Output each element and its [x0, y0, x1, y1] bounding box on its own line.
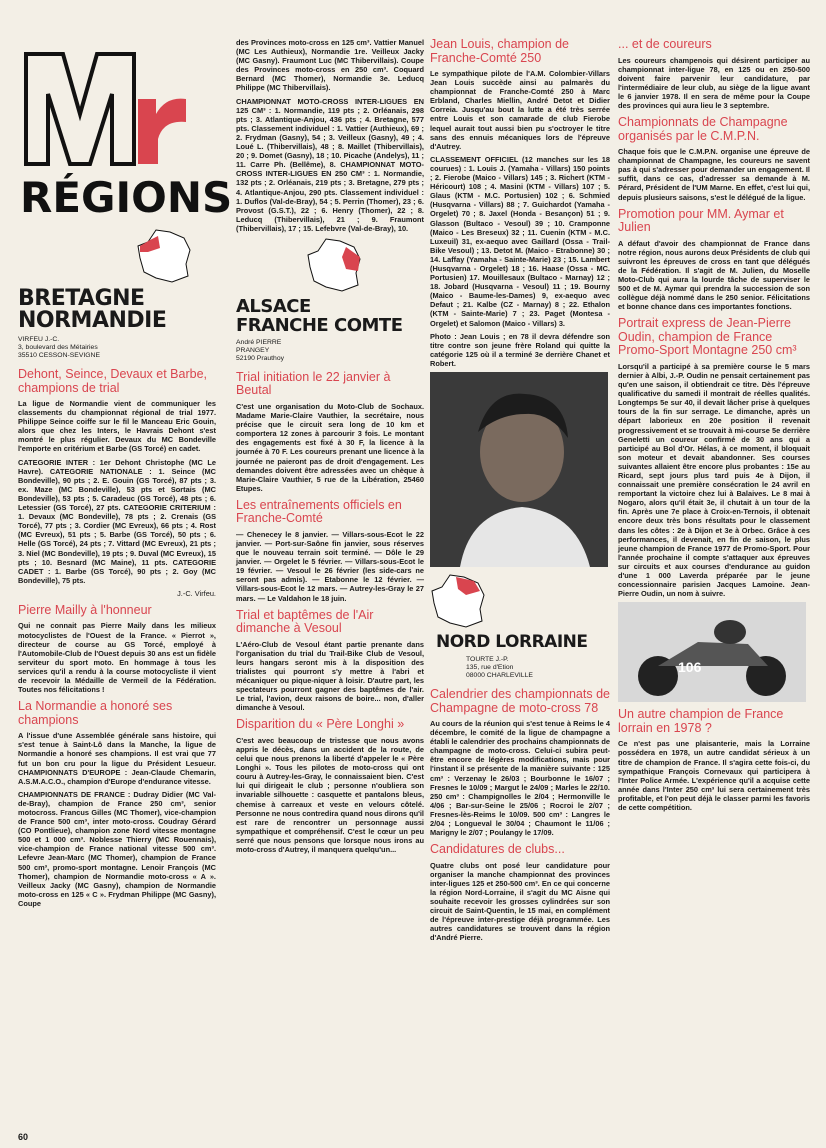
article-signature: J.-C. Virfeu. [177, 588, 216, 598]
article-headline: Pierre Mailly à l'honneur [18, 602, 152, 617]
article-paragraph: C'est avec beaucoup de tristesse que nous avons appris le décès, dans un accident de la route, de celui que nous prenons la liberté d'appeler le « Père Longhi ». Tous les pilotes de moto-cross qui ont couru à Autrey-les-Gray, le connaissaient bien. C'est lui qui dirigeait le club ; personne n'oubliera son invariable silhouette : casquette et pantalons bleus, chemise à carreaux et veste en velours côtelé. Personne ne nous contredira quand nous dirons qu'il est rare de rencontrer un personnage aussi sympathique et compréhensif. C'est le cœur un peu serré que nous pensons que lorsque nous irons au moto-cross d'Autrey, il manquera quelqu'un... [236, 735, 424, 855]
article-paragraph: Le sympathique pilote de l'A.M. Colombier-Villars Jean Louis succède ainsi au palmarès du championnat de Franche-Comté 250 à Marc Erbland, Charles Miellin, André Detot et Didier Correia. Jusqu'au bout la lutte a été très serrée entre Louis et son camarade de club Fierobe lequel aurait tout aussi bien pu s'octroyer le titre sans des ennuis mécaniques lors de l'épreuve d'Autrey. [430, 69, 610, 151]
article-headline: Les entraînements officiels en Franche-Comté [236, 497, 402, 526]
column-2 [236, 38, 424, 1134]
article-paragraph: des Provinces moto-cross en 125 cm³. Vattier Manuel (MC Les Authieux), Normandie 1re. Veilleux Jacky (MC Gasny). Fraumont Luc (MC Thibervillais). Coupe des Provinces moto-cross en 250 cm³. Coquard Bernard (MC Thomer), Normandie 3e. Leducq Philippe (MC Thibervillais). [236, 38, 424, 93]
page-number: 60 [18, 1132, 29, 1142]
article-paragraph: Au cours de la réunion qui s'est tenue à Reims le 4 décembre, le comité de la ligue de champagne a établi le calendrier des prochains championnats de champagne de moto-cross. Celui-ci subira peut-être encore de légères modifications, mais pour l'instant il se présente de la manière suivante : 125 cm³ : Verzenay le 26/03 ; Bourbonne le 16/07 ; Fresnes le 10/09 ; Margut le 24/09 ; Marles le 22/10. 250 cm³ : Champignolles le 2/04 ; Hermonville le 4/06 ; Bar-sur-Seine le 25/06 ; Rocroi le 2/07 ; Fresnes-lès-Reims le 10/09. 500 cm³ : Langres le 2/04 ; Longueval le 30/04 ; Chaumont le 11/06 ; Marigny le 2/07 ; Poulangy le 17/09. [430, 719, 610, 838]
article-headline: Trial initiation le 22 janvier à Beutal [236, 369, 391, 398]
article-paragraph: CATEGORIE INTER : 1er Dehont Christophe (MC Le Havre). CATEGORIE NATIONALE : 1. Seince (MC Bondeville), 90 pts ; 2. E. Gouin (GS Torcé), 87 pts ; 3. ex. Maze (MC Bondeville), 53 pts et Sortais (MC Bondeville), 53 pts ; 5. Caradeuc (GS Torcé), 48 pts ; 6. Letessier (GS Torcé), 27 pts. CATEGORIE CRITERIUM : 1. Devaux (MC Bondeville), 78 pts ; 2. Crenais (GS Torcé), 77 pts ; 3. Cordier (MC Evreux), 66 pts ; 4. Rost (MC Evreux), 51 pts ; 5. Barbe (GS Torcé), 50 pts ; 6. Helle (GS Torcé), 24 pts ; 7. Vittard (MC Evreux), 21 pts ; 3. Niel (MC Bondeville), 19 pts ; 9. Duval (MC Evreux), 15 pts ; 10. Besnard (MC Maine), 11 pts. CATEGORIE CADET : 1. Barbe (GS Torcé), 90 pts ; 2. Goy (MC Bondeville), 75 pts. [18, 457, 216, 585]
article-paragraph: Ce n'est pas une plaisanterie, mais la Lorraine possédera en 1978, un autre candidat sérieux à un titre de champion de France. Il s'agira cette fois-ci, du sympathique François Cornevaux qui participera à l'Inter Police Armée. L'expérience qu'il a acquise cette année dans l'Inter 250 cm³ lui sera certainement très profitable, et l'on peut déjà le classer parmi les favoris de cette compétition. [618, 739, 810, 812]
article-headline: Calendrier des championnats de Champagne de moto-cross 78 [430, 687, 610, 715]
address-line: 52190 Prauthoy [236, 354, 284, 362]
column-1 [18, 38, 233, 1134]
article-headline: Promotion pour MM. Aymar et Julien [618, 206, 784, 235]
region-address [466, 656, 610, 680]
article-paragraph: Chaque fois que le C.M.P.N. organise une épreuve de championnat de Champagne, les coureurs ne savent pas à qui s'adresser pour demander un engagement. Il suffit, dans ce cas, d'adresser sa demande à M. Pérard, Président de l'UM Marne. En effet, c'est lui qui, depuis plusieurs saisons, s'est le délégué de la ligue. [618, 147, 810, 202]
address-line: André PIERRE [236, 338, 282, 346]
article-headline: Jean Louis, champion de Franche-Comté 250 [430, 37, 569, 65]
article-paragraph: Les coureurs champenois qui désirent participer au championnat inter-ligue 78, en 125 ou en 250-500 doivent faire parvenir leur candidature, par l'intermédiaire de leur club, au siège de la ligue avant le 6 janvier 1978. Il en sera de même pour la Coupe des provinces qui aura lieu le 3 septembre. [618, 55, 810, 110]
article-headline: Candidatures de clubs... [430, 842, 565, 857]
address-line: 135, rue d'Etion [466, 664, 514, 671]
address-line: 3, boulevard des Métairies [18, 344, 98, 351]
column-3 [430, 38, 610, 1134]
region-title-nord-lorraine: NORD LORRAINE [436, 632, 588, 652]
regions-logo [18, 44, 233, 224]
france-map-icon [306, 237, 366, 293]
address-line: 08000 CHARLEVILLE [466, 672, 533, 679]
article-headline: Portrait express de Jean-Pierre Oudin, champion de France Promo-Sport Montagne 250 cm³ [618, 316, 797, 358]
article-paragraph: C'est une organisation du Moto-Club de Sochaux. Madame Marie-Claire Vauthier, la secrétaire, nous précise que le circuit sera long de 10 km et comportera 12 zones à parcourir 3 fois. Le montant des engagements est fixé à 30 F, la licence à la journée à 70 F. Les coureurs prenant une licence à la journée ne paieront pas de droit d'engagement. Les demandes doivent être adressées avec un chèque à Marie-Claire Vauthier, 5 rue de la Libération, 25460 Etupes. [236, 401, 424, 493]
region-title-normandie: NORMANDIE [18, 308, 167, 333]
address-line: 35510 CESSON-SEVIGNE [18, 352, 100, 359]
article-headline: Championnats de Champagne organisés par le C.M.P.N. [618, 115, 788, 143]
article-paragraph: L'Aéro-Club de Vesoul étant partie prenante dans l'organisation du trial du Trail-Bike Club de Vesoul, leurs hangars seront mis à la disposition des trialistes qui pourront s'y mettre à l'abri et mécaniquer ou pique-niquer à loisir. D'autre part, les spectateurs pourront gagner des baptêmes de l'air. Le trial, l'avion, deux raisons de boire... non, d'aller dimanche à Vesoul. [236, 639, 424, 713]
motorcycle-race-photo [618, 602, 806, 702]
region-address [18, 336, 216, 360]
region-title-alsace: ALSACE [236, 295, 311, 317]
article-paragraph: Quatre clubs ont posé leur candidature pour organiser la manche championnat des provinces inter-ligues 125 et 250-500 cm³. En ce qui concerne la région Nord-Lorraine, il s'agit du MC Aisne qui souhaite recevoir les grosses cylindrées sur son circuit de Saint-Quentin, le 15 mai, en complément de l'épreuve inter-prestige déjà programmée. Les autres candidatures se trouvent dans la région d'André Pierre. [430, 860, 610, 943]
article-headline: La Normandie a honoré ses champions [18, 699, 173, 727]
article-paragraph: Photo : Jean Louis ; en 78 il devra défendre son titre contre son jeune frère Roland qui quitte la catégorie 125 où il a terminé 3e derrière Chanet et Robert. [430, 331, 610, 368]
address-line: VIRFEU J.-C. [18, 336, 60, 343]
regions-wordmark: RÉGIONS [20, 173, 233, 222]
region-address [236, 339, 424, 363]
address-line: PRANGEY [236, 346, 270, 354]
region-title-bretagne: BRETAGNE [18, 286, 145, 311]
article-paragraph: Lorsqu'il a participé à sa première course le 5 mars dernier à Albi, J.-P. Oudin ne pensait certainement pas qu'en une saison, il obtiendrait ce titre. Dès l'épreuve qualificative du samedi il montrait de réelles qualités. Longtemps 5e sur 40, il devait lâcher prise à quelques tours de la fin sur serrage. Le dimanche, après un départ laborieux en 20e position il revenait progressivement et se trouvait à mi-course 5e derrière Geneletti un coureur confirmé de 30 ans qui a participé au Bol d'Or. Hélas, à ce moment, il bloquait son moteur et devait abandonner. Ses courses suivantes allaient être encore plus probantes : 15e au Ricard, sept jours plus tard puis 4e à Dijon, il connaissait une première consécration le 24 avril en remportant la victoire chez lui à Balaives. Le 8 mai à Nogaro, alors qu'il était 3e, il chutait à un tour de la fin. Après une 7e place à Croix-en-Ternois, il obtenait encore deux très bons résultats pour le classement dans les côtes : 2e à Dijon et 3e à Orbec. Grâce à ces performances, il devenait, en fin de saison, le plus jeune champion de France 1977 de Promo-Sport. Pour l'année prochaine il compte s'attaquer aux épreuves sur circuits et aux courses d'endurance au guidon d'une 1 000 Laverda préparée par le jeune concessionnaire parisien Jacques Lamoine. Jean-Pierre Oudin, un nom à suivre. [618, 361, 810, 599]
article-paragraph: CHAMPIONNAT MOTO-CROSS INTER-LIGUES EN 125 CM³ : 1. Normandie, 119 pts ; 2. Orléanais, 298 pts ; 3. Atlantique-Anjou, 436 pts ; 4. Bretagne, 577 pts. Classement individuel : 1. Vattier (Authieux), 69 ; 2. Frydman (Gasny), 54 ; 3. Veilleux (Gasny), 49 ; 4. Loué L. (Thibervillais), 48 ; 8. Maillet (Thibervillais), 20 ; 9. Domet (Gasny), 18 ; 10. Picache (Andelys), 11 ; 11. Carre Ph. (Bellême), 8. CHAMPIONNAT MOTO-CROSS INTER-LIGUES EN 250 CM³ : 1. Normandie, 132 pts ; 2. Orléanais, 219 pts ; 3. Bretagne, 279 pts ; 4. Atlantique-Anjou, 290 pts. Classement individuel : 1. Duflos (Val-de-Bray), 54 ; 5. Perrin (Thomer), 23 ; 6. Provost (G.S.T.), 22 ; 6. Henry (Thomer), 22 ; 8. Leducq (Thibervillais), 21 ; 9. Fraumont (Thibervillais), 17 ; 15. Lefebvre (Val-de-Bray), 10. [236, 96, 424, 233]
mr-logo-icon [18, 44, 233, 224]
region-title-franche-comte: FRANCHE COMTE [236, 314, 403, 336]
article-paragraph: Qui ne connait pas Pierre Maily dans les milieux motocyclistes de l'Ouest de la France. « Pierrot », directeur de course au GS Torcé, employé à l'Automobile-Club de l'Ouest depuis 30 ans est un fidèle serviteur du sport moto. En hommage à tous les services qu'il a rendu à la course motocycliste il vient de recevoir la Médaille de Vermeil de la Fédération. Toutes nos félicitations ! [18, 621, 216, 695]
article-paragraph: — Chenecey le 8 janvier. — Villars-sous-Ecot le 22 janvier. — Port-sur-Saône fin janvier, sous réserves que le nouveau terrain soit terminé. — Dôle le 29 janvier. — Orgelet le 5 février. — Villars-sous-Ecot le 19 février. — Vesoul le 26 février (les side-cars ne seront pas admis). — Etabonne le 12 février. — Villars-sous-Ecot le 12 mars. — Autrey-les-Gray le 27 mars. — Le Valdahon le 18 juin. [236, 529, 424, 603]
article-paragraph: A défaut d'avoir des championnat de France dans notre région, nous aurons deux Présidents de club qui suivront les épreuves de cross en tant que délégués de la Fédération. Il s'agit de M. Julien, du Moselle Moto-Club qui aura la lourde tâche de superviser le 500 et de M. Aymar qui prendra la succession de son collègue déjà nommé dans le 250 senior. Félicitations et bonne chance dans ces importantes fonctions. [618, 238, 810, 312]
address-line: TOURTE J.-P. [466, 656, 509, 663]
article-headline: Disparition du « Père Longhi » [236, 717, 405, 732]
france-map-icon [136, 228, 196, 284]
article-paragraph: A l'issue d'une Assemblée générale sans histoire, qui s'est tenue à Saint-Lô dans la Manche, la ligue de Normandie a honoré ses champions. Il est vrai que 77 fut un bon cru pour la ligue du Président Lesueur. CHAMPIONNATS D'EUROPE : Jean-Claude Chemarin, A.S.M.A.C.O., champion d'Europe d'endurance vitesse. [18, 731, 216, 786]
article-headline: Dehont, Seince, Devaux et Barbe, champions de trial [18, 367, 208, 395]
column-4 [618, 38, 810, 1134]
france-map-icon [430, 573, 490, 629]
article-headline: Un autre champion de France lorrain en 1978 ? [618, 707, 784, 735]
race-number: 106 [678, 659, 702, 676]
article-headline: ... et de coureurs [618, 37, 712, 51]
article-paragraph: La ligue de Normandie vient de communiquer les classements du championnat régional de trial 1977. Philippe Seince coiffe sur le fil le Manceau Eric Gouin, alors que chez les Inters, le Havrais Dehont s'est montré le plus régulier. Devaux du MC Bondeville l'emporte en critérium et Barbe (GS Torcé) en cadet. [18, 399, 216, 454]
rider-portrait-photo [430, 372, 608, 567]
article-paragraph: CLASSEMENT OFFICIEL (12 manches sur les 18 courues) : 1. Louis J. (Yamaha - Villars) 150 points ; 2. Fierobe (Maico - Villars) 145 ; 3. Richert (KTM - Héricourt) 108 ; 4. Masini (KTM - Villars) 107 ; 5. Glaus (KTM - M.C. Portusien) 102 ; 6. Schmied (Husqvarna - Villars) 88 ; 7. Guichardot (Yamaha - Orgelet) 70 ; 8. Jaxel (Honda - Besançon) 51 ; 9. Glasson (Bultaco - Vesoul) 39 ; 10. Cramponne (Maico - Les Breseux) 32 ; 11. Cuenin (KTM - M.C. Luxeuil) 31, ex-aequo avec Gaillard (Ossa - Trail-Bike Vesoul) ; 13. Detot M. (Maico - Etrabonne) 30 ; 14. Laffay (Yamaha - Sainte-Marie) 23 ; 15. Lambert (Husqvarna - Orgelet) 18 ; 16. Haase (Ossa - MC. Portusien) 17. Mouillesaux (Bultaco - Marnay) 12 ; 18. Jobard (Husqvarna - Vesoul) 11 ; 19. Bourny (Maico - Baume-les-Dames) 9, ex-aequo avec Defaut ; 21. Kalbe (CZ - Marnay) 8 ; 22. Ethalon (KTM - Sainte-Marie) 7 ; 23. Paget (Montesa - Orgelet) et Salomon (Maico - Villars) 3. [430, 154, 610, 328]
article-paragraph: CHAMPIONNATS DE FRANCE : Dudray Didier (MC Val-de-Bray), champion de France 250 cm³, senior motocross. Francus Gilles (MC Thomer), vice-champion de France 500 cm³, inter moto-cross. Coudray Gérard (CO Pontlieue), champion zone Nord vitesse montagne 500 et 1 000 cm³. Noblesse Thierry (MC Rouennais), vice-champion de France national vitesse 500 cm³. Lefevre Jean-Marc (MC Thomer), champion de France 500 cm³, promo-sport montagne. Lenoir François (MC Thomer), champion de Normandie moto-cross « A ». Veilleux Jacky (MC Gasny), champion de Normandie moto-cross en 125 « C ». Frydman Philippe (MC Gasny), Coupe [18, 789, 216, 908]
article-headline: Trial et baptêmes de l'Air dimanche à Vesoul [236, 607, 374, 636]
